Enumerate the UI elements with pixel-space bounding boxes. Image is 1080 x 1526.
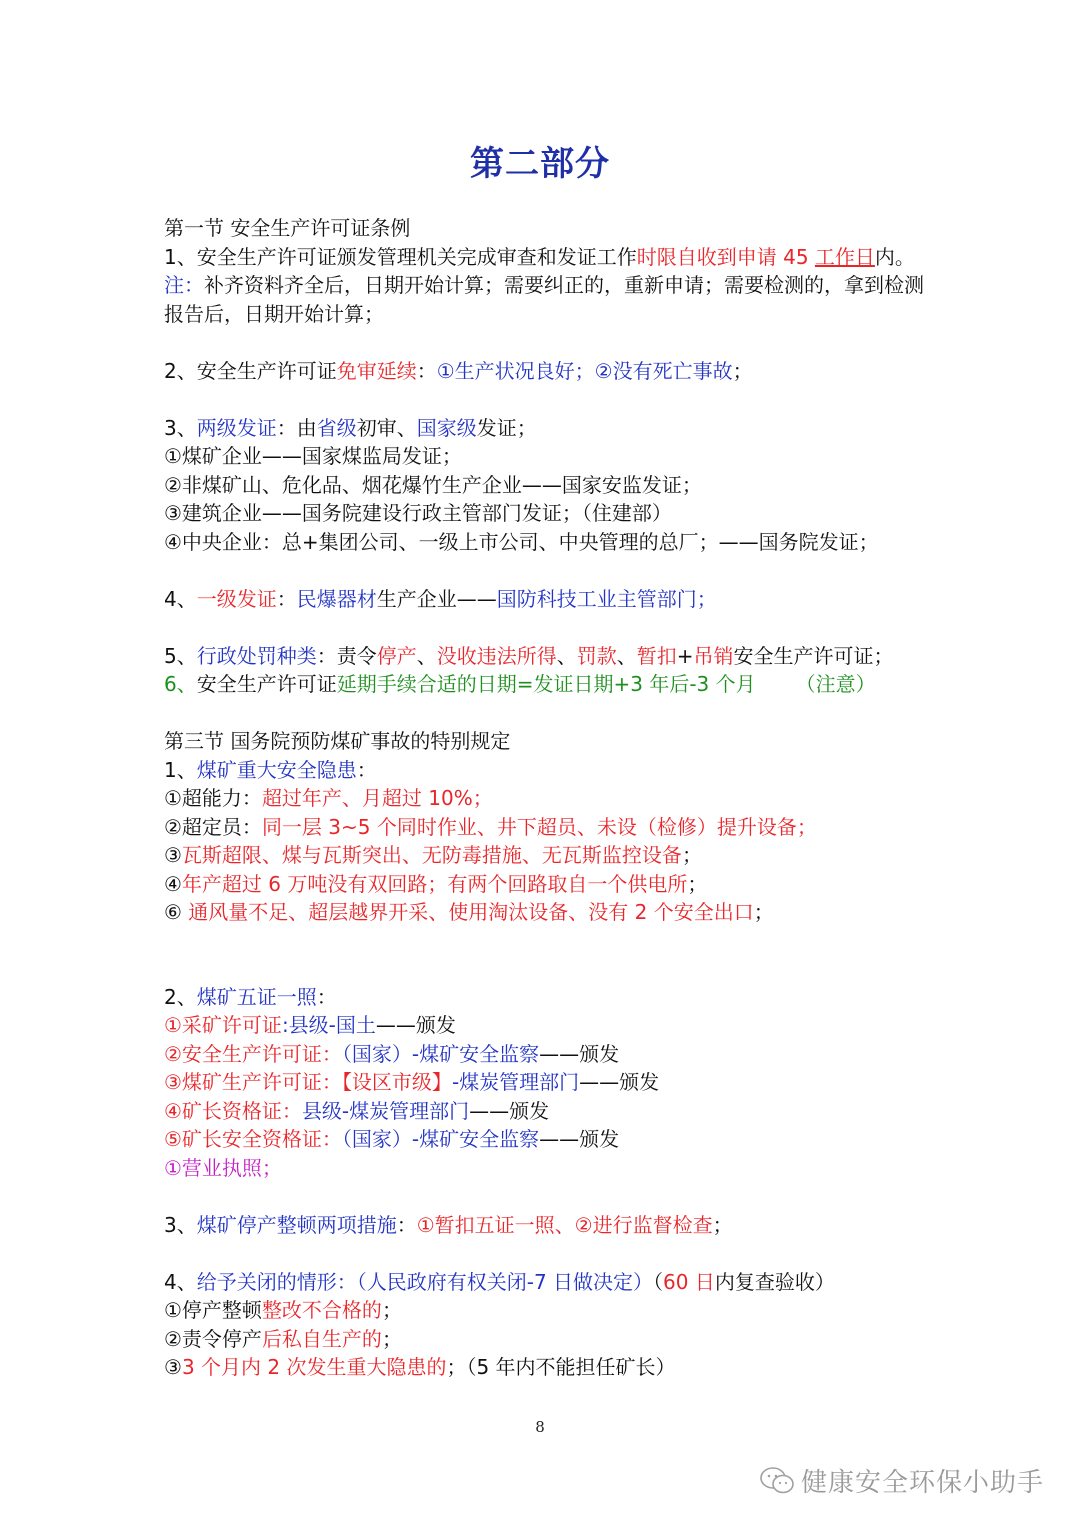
highlight-red: ⑤矿长安全资格证： [164, 1127, 342, 1151]
text: 3、 [164, 415, 197, 440]
list-item [164, 1011, 934, 1040]
highlight-red: 暂扣 [636, 643, 677, 668]
text: 4、 [164, 1269, 197, 1294]
highlight-blue: 两级发证 [196, 415, 277, 440]
highlight-red: 停产 [376, 643, 417, 668]
highlight-red: 超过年产、月超过 10%； [261, 786, 493, 810]
watermark-text: 健康安全环保小助手 [800, 1468, 1044, 1498]
highlight-red: 一级发证 [196, 586, 277, 611]
text: ⑥ [164, 900, 189, 924]
highlight-red: 3 个月内 2 次发生重大隐患的 [181, 1355, 447, 1379]
highlight-red: 【设区市级】 [341, 1070, 452, 1094]
watermark [759, 1462, 1044, 1499]
paragraph-6 [164, 670, 934, 699]
highlight-red: 后私自生产的 [261, 1326, 382, 1351]
highlight-blue: ①生产状况良好；②没有死亡事故 [436, 358, 733, 383]
list-item: ④中央企业：总+集团公司、一级上市公司、中央管理的总厂；——国务院发证； [164, 529, 879, 554]
text: ②责令停产 [164, 1326, 262, 1351]
paragraph-2 [164, 357, 934, 386]
list-item [164, 898, 934, 927]
text: ； [381, 1326, 402, 1351]
text: ：责令 [316, 643, 377, 668]
text: ； [381, 1298, 402, 1322]
list-item [164, 870, 934, 899]
section-heading-3: 第三节 国务院预防煤矿事故的特别规定 [164, 729, 511, 753]
page-title: 第二部分 [470, 144, 610, 184]
highlight-red: 瓦斯超限、煤与瓦斯突出、无防毒措施、无瓦斯监控设备 [181, 843, 682, 867]
text: ： [416, 358, 437, 383]
text: ——颁发 [375, 1013, 456, 1037]
page-number: 8 [535, 1418, 545, 1436]
text: ——颁发 [469, 1098, 550, 1123]
paragraph-s3-1 [164, 756, 934, 785]
list-item: ②非煤矿山、危化品、烟花爆竹生产企业——国家安监发证； [164, 472, 702, 497]
text: 、 [616, 643, 637, 668]
highlight-blue: 煤矿停产整顿两项措施 [196, 1212, 397, 1237]
highlight-blue: 国防科技工业主管部门； [496, 586, 717, 611]
highlight-red: 通风量不足、超层越界开采、使用淘汰设备、没有 2 个安全出口 [188, 900, 754, 924]
text: ①停产整顿 [164, 1298, 262, 1322]
highlight-green: 延期手续合适的日期=发证日期+3 年后-3 个月 [336, 672, 756, 696]
list-item [164, 1125, 934, 1154]
highlight-red: 整改不合格的 [261, 1298, 382, 1322]
text: 2、安全生产许可证 [164, 358, 337, 383]
text: 安全生产许可证 [196, 672, 337, 696]
highlight-blue: 县级-煤炭管理部门 [301, 1098, 470, 1123]
text: ： [276, 586, 297, 611]
text: （ [653, 1269, 664, 1294]
text: ③ [164, 1355, 182, 1379]
list-item [164, 1296, 934, 1325]
highlight-blue: （国家）-煤矿安全监察 [341, 1041, 540, 1066]
text: ③ [164, 843, 182, 867]
wechat-icon [759, 1466, 795, 1496]
text: ： [316, 984, 337, 1009]
list-item [164, 1353, 934, 1382]
text: ——颁发 [539, 1041, 620, 1066]
text: 3、 [164, 1212, 197, 1237]
list-item: ①煤矿企业——国家煤监局发证； [164, 444, 462, 468]
highlight-blue: （国家）-煤矿安全监察 [341, 1127, 540, 1151]
highlight-red: ④矿长资格证： [164, 1098, 302, 1123]
paragraph-s3-2 [164, 983, 934, 1012]
text: ——颁发 [539, 1127, 620, 1151]
highlight-red: ①采矿许可证 [164, 1013, 282, 1037]
highlight-red: 罚款 [576, 643, 617, 668]
text: 初审、 [356, 415, 417, 440]
text: 1、安全生产许可证颁发管理机关完成审查和发证工作 [164, 244, 637, 269]
text: 发证； [476, 415, 537, 440]
text: ； [687, 871, 708, 896]
text: ： [356, 757, 377, 782]
highlight-red: 60 日 [663, 1269, 715, 1294]
highlight-red: 免审延续 [336, 358, 417, 383]
text: ②超定员： [164, 814, 262, 839]
highlight-red: ③煤矿生产许可证： [164, 1070, 342, 1094]
text: ； [753, 900, 774, 924]
highlight-blue: 行政处罚种类 [196, 643, 317, 668]
text: ；（5 年内不能担任矿长） [446, 1355, 676, 1379]
highlight-blue: 煤矿重大安全隐患 [196, 757, 357, 782]
paragraph-s3-4 [164, 1268, 934, 1297]
list-item: ③建筑企业——国务院建设行政主管部门发证；（住建部） [164, 501, 672, 525]
list-item: ①营业执照； [164, 1155, 282, 1180]
text: 内。 [874, 244, 915, 269]
text: 1、 [164, 757, 197, 782]
text: 内复查验收） [714, 1269, 835, 1294]
list-item [164, 1097, 934, 1126]
text: ； [732, 358, 753, 383]
paragraph-3 [164, 414, 934, 443]
text: ： [396, 1212, 417, 1237]
highlight-red: 时限自收到申请 45 [636, 244, 815, 269]
paragraph-1 [164, 243, 934, 329]
text: 安全生产许可证； [733, 643, 894, 668]
list-item [164, 1068, 934, 1097]
highlight-blue: 民爆器材 [296, 586, 377, 611]
document-body [164, 214, 934, 1382]
text: 2、 [164, 984, 197, 1009]
text: 补齐资料齐全后，日期开始计算；需要纠正的，重新申请；需要检测的，拿到检测报告后，日期开始计算； [164, 273, 924, 326]
highlight-red: 同一层 3~5 个同时作业、井下超员、未设（检修）提升设备； [261, 814, 817, 839]
highlight-red: 没收违法所得 [436, 643, 557, 668]
text: 、 [556, 643, 577, 668]
list-item [164, 841, 934, 870]
text: 4、 [164, 586, 197, 611]
text: + [676, 643, 694, 668]
paragraph-4 [164, 585, 934, 614]
list-item [164, 1040, 934, 1069]
highlight-red: 吊销 [693, 643, 734, 668]
text: ④ [164, 871, 182, 896]
section-heading-1: 第一节 安全生产许可证条例 [164, 216, 411, 240]
text: ； [681, 843, 702, 867]
highlight-green: 6、 [164, 672, 197, 696]
highlight-red: ①暂扣五证一照、②进行监督检查 [416, 1212, 713, 1237]
highlight-blue: :县级-国土 [281, 1013, 376, 1037]
text: ——颁发 [579, 1070, 660, 1094]
highlight-red: 年产超过 6 万吨没有双回路；有两个回路取自一个供电所 [181, 871, 688, 896]
text: ：由 [276, 415, 317, 440]
highlight-green: （注意） [795, 672, 876, 696]
text: 生产企业—— [376, 586, 497, 611]
paragraph-s3-3 [164, 1211, 934, 1240]
highlight-blue: 省级 [316, 415, 357, 440]
highlight-blue: 国家级 [416, 415, 477, 440]
highlight-blue: （人民政府有权关闭-7 日做决定） [356, 1269, 654, 1294]
list-item [164, 813, 934, 842]
list-item [164, 784, 934, 813]
paragraph-5 [164, 642, 934, 671]
highlight-red-underline: 工作日 [814, 244, 875, 269]
highlight-blue: -煤炭管理部门 [451, 1070, 580, 1094]
highlight-blue: 给予关闭的情形： [196, 1269, 357, 1294]
note-label: 注： [164, 273, 204, 297]
list-item [164, 1325, 934, 1354]
highlight-blue: 煤矿五证一照 [196, 984, 317, 1009]
text: ； [712, 1212, 733, 1237]
text: 、 [416, 643, 437, 668]
text: 5、 [164, 643, 197, 668]
text: ①超能力： [164, 786, 262, 810]
highlight-red: ②安全生产许可证： [164, 1041, 342, 1066]
